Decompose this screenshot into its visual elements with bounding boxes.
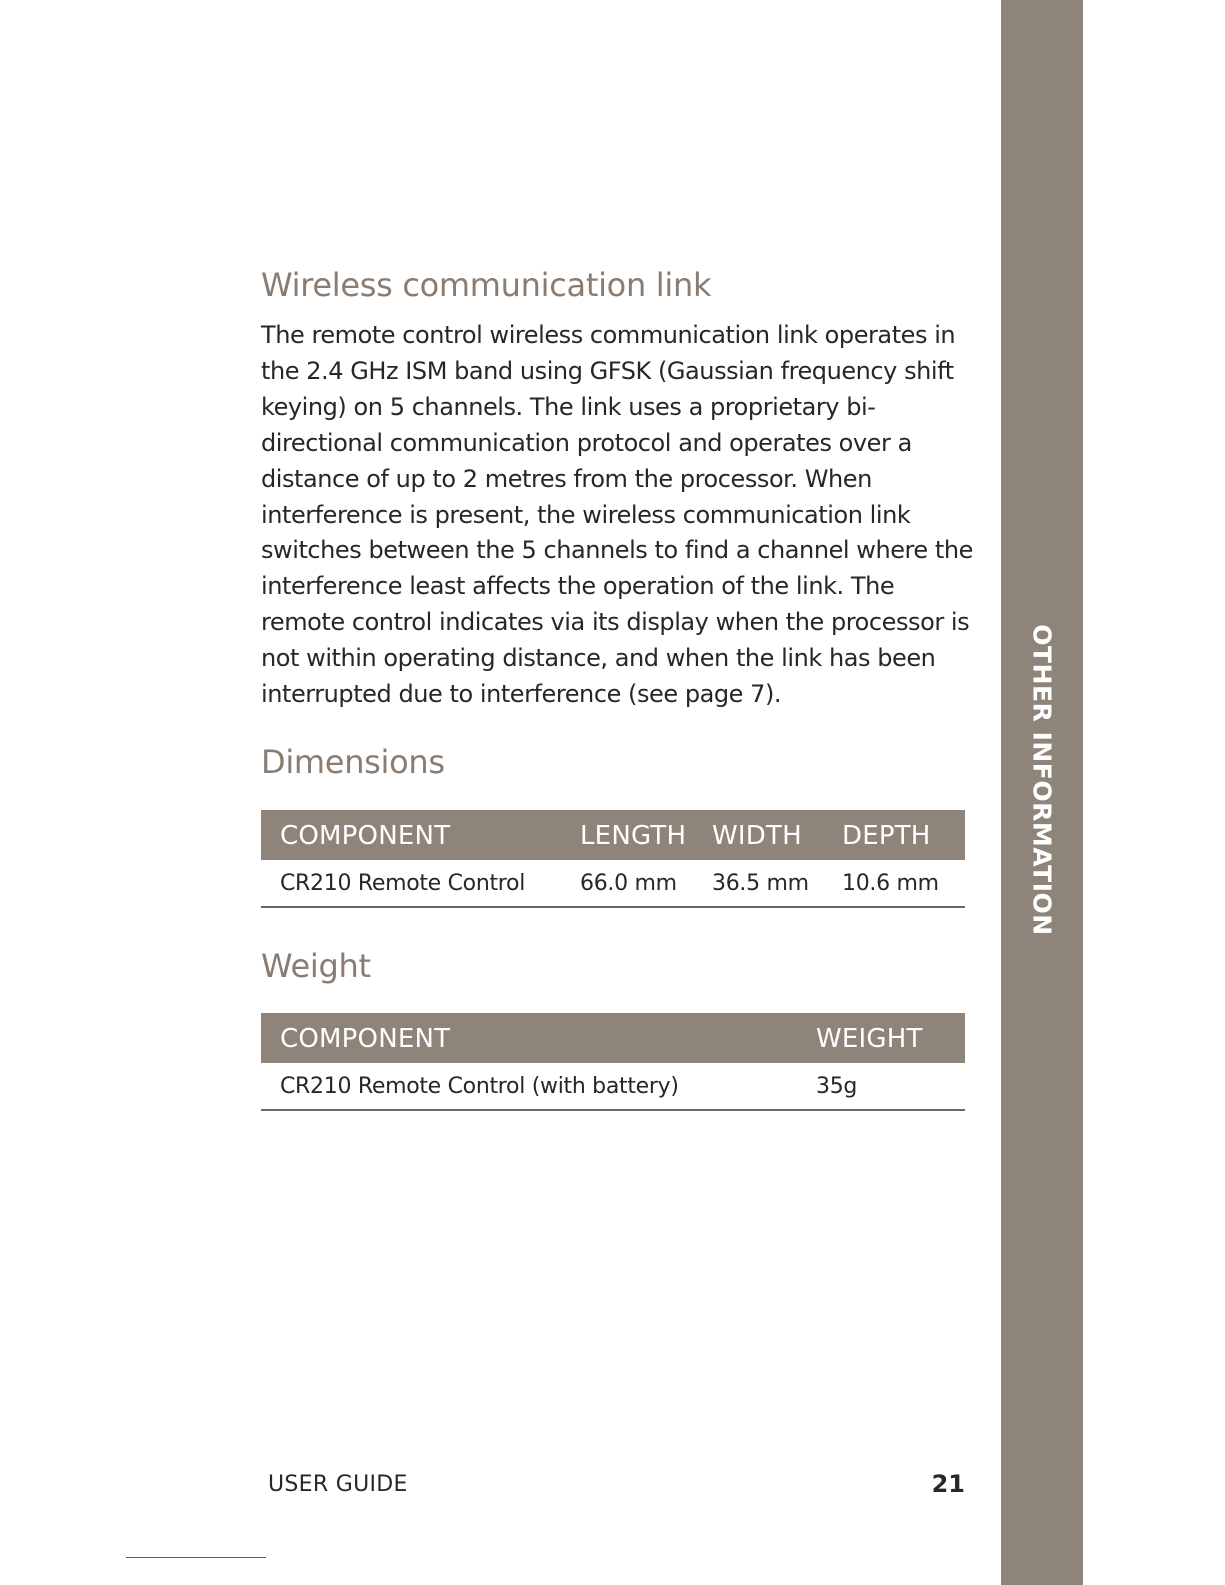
dimensions-section-heading: Dimensions — [261, 743, 445, 781]
cell-length: 66.0 mm — [580, 871, 677, 896]
page-number: 21 — [931, 1470, 965, 1498]
header-depth: DEPTH — [842, 821, 931, 851]
side-tab-label: OTHER INFORMATION — [1027, 624, 1057, 936]
link-underline — [126, 1557, 266, 1558]
header-component: COMPONENT — [280, 1024, 451, 1054]
weight-table-header — [261, 1013, 965, 1063]
header-length: LENGTH — [580, 821, 687, 851]
table-row — [261, 860, 965, 908]
cell-depth: 10.6 mm — [842, 871, 939, 896]
cell-component: CR210 Remote Control (with battery) — [280, 1074, 679, 1099]
cell-width: 36.5 mm — [712, 871, 809, 896]
wireless-section-heading: Wireless communication link — [261, 266, 712, 304]
header-component: COMPONENT — [280, 821, 451, 851]
header-width: WIDTH — [712, 821, 802, 851]
dimensions-table — [261, 810, 965, 908]
cell-component: CR210 Remote Control — [280, 871, 526, 896]
table-row — [261, 1063, 965, 1111]
weight-section-heading: Weight — [261, 947, 371, 985]
dimensions-table-header — [261, 810, 965, 860]
wireless-section-body: The remote control wireless communication link operates in the 2.4 GHz ISM band using GFSK (Gaussian frequency shift keying) on 5 channels. The link uses a proprietary bi-directional communication protocol and operates over a distance of up to 2 metres from the processor. When interference is present, the wireless communication link switches between the 5 channels to find a channel where the interference least affects the operation of the link. The remote control indicates via its display when the processor is not within operating distance, and when the link has been interrupted due to interference (see page 7). — [261, 321, 973, 709]
weight-table — [261, 1013, 965, 1111]
cell-weight: 35g — [816, 1074, 858, 1099]
footer-guide-label: USER GUIDE — [268, 1472, 408, 1497]
header-weight: WEIGHT — [816, 1024, 923, 1054]
